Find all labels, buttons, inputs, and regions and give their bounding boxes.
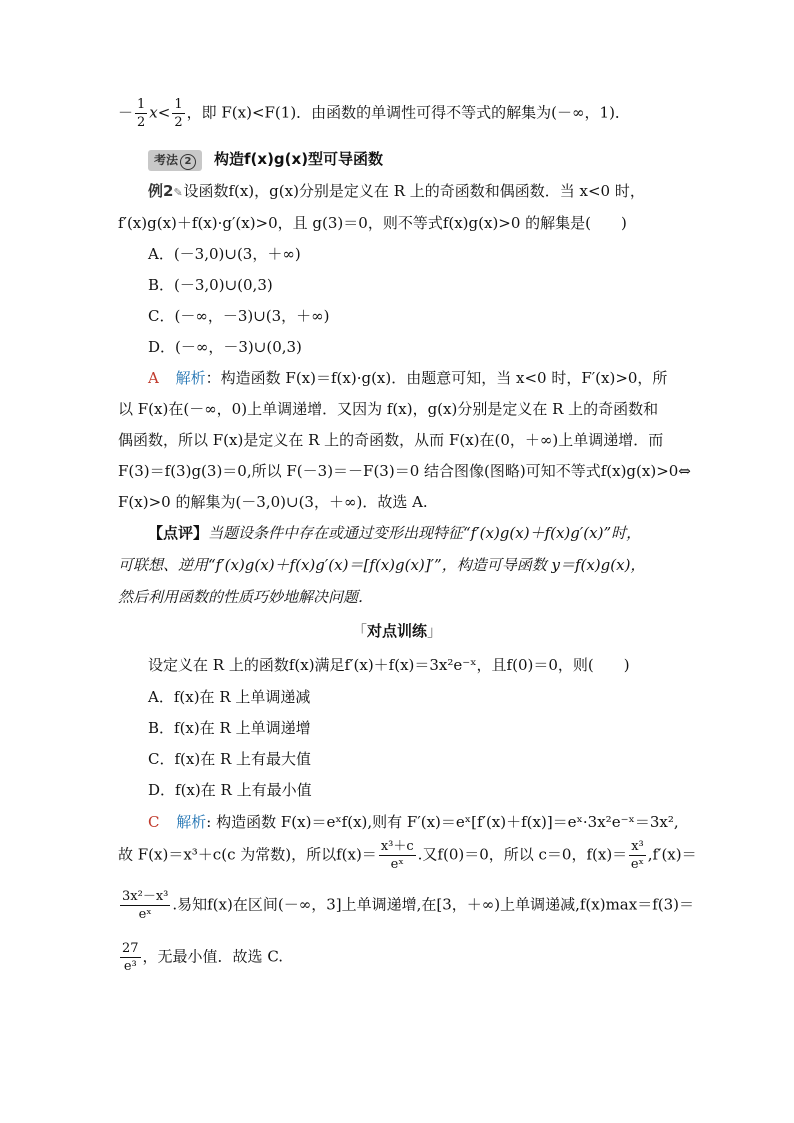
practice-explain-2 — [118, 840, 697, 871]
example-explain-5: F(x)>0 的解集为(－3,0)∪(3，＋∞)．故选 A. — [118, 493, 428, 511]
comment-line-2: 可联想、逆用“f′(x)g(x)＋f(x)g′(x)＝[f(x)g(x)]′”，构造可导函数 y＝f(x)g(x)， — [118, 556, 646, 574]
minus-sign: － — [118, 103, 134, 122]
frac-den: 2 — [137, 115, 146, 130]
practice-title — [0, 620, 794, 641]
intro-line — [118, 98, 630, 129]
frac-num: 1 — [137, 97, 146, 112]
frac-den: e³ — [123, 959, 137, 974]
practice-explain-label: 解析 — [176, 813, 207, 831]
example-option-c: C．(－∞，－3)∪(3，＋∞) — [148, 307, 330, 325]
explain-seg-d: .易知f(x)在区间(－∞，3]上单调递增,在[3，＋∞)上单调递减,f(x)max＝f(3)＝ — [172, 895, 695, 914]
fraction-half-1 — [135, 98, 147, 129]
title-bracket-left: 「 — [351, 622, 367, 640]
example-badge: 例2 — [148, 182, 174, 200]
practice-explain-3 — [118, 890, 694, 921]
fraction-derivative — [120, 890, 170, 921]
frac-den: eˣ — [138, 907, 152, 922]
example-option-b: B．(－3,0)∪(0,3) — [148, 276, 273, 294]
practice-explain-4 — [118, 942, 283, 973]
method-badge-label: 考法 — [154, 153, 179, 167]
title-bracket-right: 」 — [427, 622, 443, 640]
example-answer: A — [148, 369, 159, 387]
frac-den: 2 — [174, 115, 183, 130]
comment-line-1 — [148, 522, 641, 543]
example-stem-2: f′(x)g(x)＋f(x)·g′(x)>0，且 g(3)＝0，则不等式f(x)g(x)>0 的解集是( ) — [118, 214, 627, 232]
fraction-x3c-over-ex — [379, 840, 416, 871]
practice-option-d: D．f(x)在 R 上有最小值 — [148, 781, 312, 799]
example-explain-text: ：构造函数 F(x)＝f(x)·g(x)．由题意可知，当 x<0 时，F′(x)>0，所 — [205, 369, 668, 387]
practice-option-a: A．f(x)在 R 上单调递减 — [148, 688, 311, 706]
frac-num: x³＋c — [380, 839, 414, 854]
frac-den: eˣ — [390, 857, 404, 872]
example-explain-label: 解析 — [175, 369, 206, 387]
explain-seg-a: 故 F(x)＝x³＋c(c 为常数)，所以f(x)＝ — [118, 845, 377, 864]
practice-answer: C — [148, 813, 160, 831]
fraction-27-over-e3 — [120, 942, 141, 973]
frac-num: 27 — [122, 941, 139, 956]
frac-num: x³ — [631, 839, 644, 854]
practice-stem: 设定义在 R 上的函数f(x)满足f′(x)＋f(x)＝3x²e⁻ˣ，且f(0)＝0，则( ) — [148, 656, 630, 674]
example-explain-4: F(3)＝f(3)g(3)＝0,所以 F(－3)＝－F(3)＝0 结合图像(图略)可知不等式f(x)g(x)>0⇔ — [118, 462, 691, 480]
inequality-mid: x< — [149, 103, 171, 122]
practice-explain-text-1: : 构造函数 F(x)＝eˣf(x),则有 F′(x)＝eˣ[f′(x)＋f(x)]＝eˣ·3x²e⁻ˣ＝3x², — [206, 813, 679, 831]
practice-option-b: B．f(x)在 R 上单调递增 — [148, 719, 311, 737]
fraction-half-2 — [172, 98, 184, 129]
fraction-x3-over-ex — [629, 840, 646, 871]
comment-label: 【点评】 — [148, 524, 209, 542]
explain-seg-c: ,f′(x)＝ — [647, 845, 697, 864]
example-stem-1 — [148, 180, 645, 201]
pen-icon: ✎ — [173, 186, 183, 199]
practice-explain-1 — [148, 811, 679, 832]
frac-den: eˣ — [630, 857, 645, 872]
method-title: 构造f(x)g(x)型可导函数 — [214, 150, 384, 168]
practice-title-text: 对点训练 — [366, 622, 427, 640]
method-heading — [148, 148, 383, 171]
example-explain-2: 以 F(x)在(－∞，0)上单调递增．又因为 f(x)，g(x)分别是定义在 R 上的奇函数和 — [118, 400, 659, 418]
explain-seg-e: ，无最小值．故选 C. — [142, 947, 284, 966]
frac-num: 1 — [174, 97, 183, 112]
example-option-d: D．(－∞，－3)∪(0,3) — [148, 338, 302, 356]
example-option-a: A．(－3,0)∪(3，＋∞) — [148, 245, 301, 263]
example-explain-1 — [148, 367, 667, 388]
example-stem-text-1: 设函数f(x)，g(x)分别是定义在 R 上的奇函数和偶函数．当 x<0 时， — [183, 182, 645, 200]
comment-line-3: 然后利用函数的性质巧妙地解决问题． — [118, 588, 374, 606]
method-badge — [148, 150, 202, 171]
frac-num: 3x²－x³ — [122, 889, 169, 904]
method-number: 2 — [180, 154, 196, 170]
comment-text: 当题设条件中存在或通过变形出现特征“f′(x)g(x)＋f(x)g′(x)”时， — [208, 524, 642, 542]
explain-seg-b: .又f(0)＝0，所以 c＝0，f(x)＝ — [417, 845, 628, 864]
practice-option-c: C．f(x)在 R 上有最大值 — [148, 750, 312, 768]
example-explain-3: 偶函数，所以 F(x)是定义在 R 上的奇函数，从而 F(x)在(0，＋∞)上单调递增．而 — [118, 431, 664, 449]
intro-rest: ，即 F(x)<F(1)．由函数的单调性可得不等式的解集为(－∞，1)． — [186, 103, 630, 122]
